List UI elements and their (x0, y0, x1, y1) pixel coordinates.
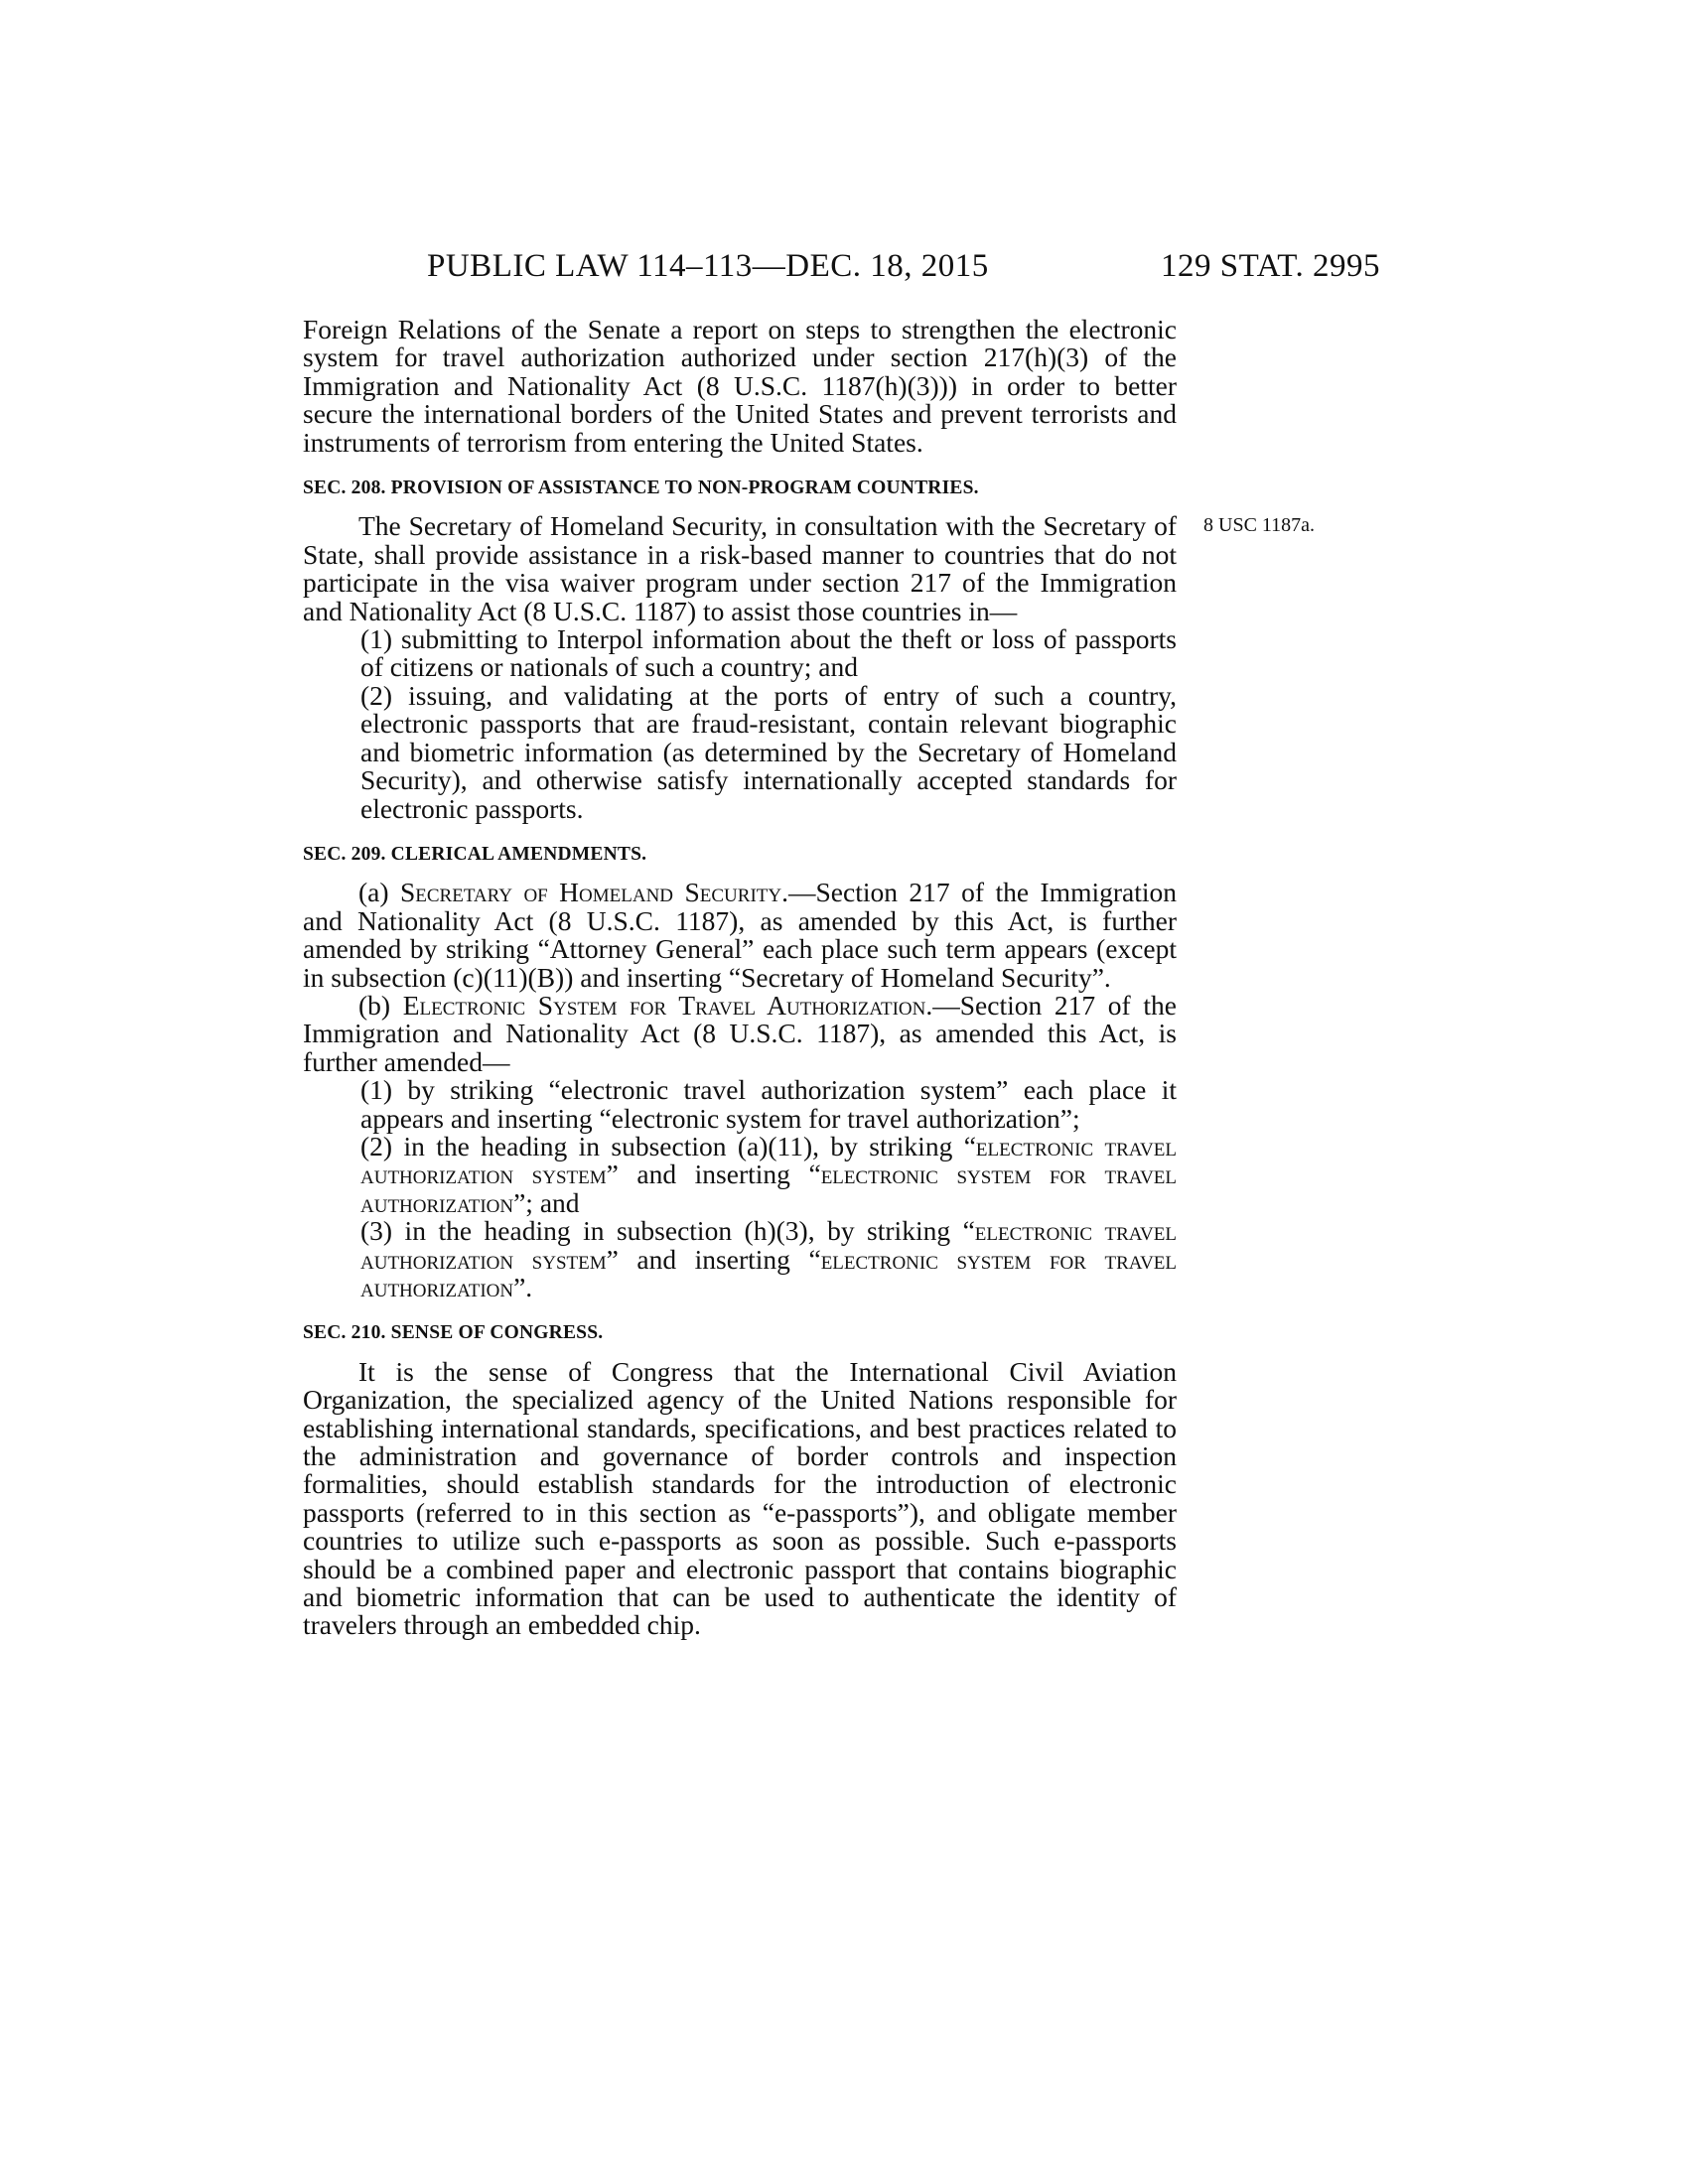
sec209-a-label: (a) (358, 877, 400, 908)
sec210-heading: SEC. 210. SENSE OF CONGRESS. (303, 1322, 604, 1344)
sec209-item-3 (303, 1217, 1177, 1301)
sec209-item-3-text-a: (3) in the heading in subsection (h)(3), by striking “ (360, 1215, 975, 1247)
sec209-item-2-text-e: ”; and (513, 1186, 580, 1218)
sec209-a-caption: Secretary of Homeland Security. (399, 877, 788, 908)
sec209-item-3-struck-heading: electronic travel authorization system (360, 1215, 1177, 1275)
sec209-item-1: (1) by striking “electronic travel authorization system” each place it appears and inserting “electronic system for travel authorization”; (360, 1074, 1177, 1134)
public-law-citation: PUBLIC LAW 114–113—DEC. 18, 2015 (427, 248, 989, 284)
sec209-item-3-inserted-heading: electronic system for travel authorization (360, 1243, 1177, 1302)
intro-paragraph: Foreign Relations of the Senate a report on steps to strengthen the electronic system for travel authorization authorized under section 217(h)(3) of the Immigration and Nationality Act (8 U.S.C. 1187(h)(3))) in order to better secure the international borders of the United States and prevent terrorists and instruments of terrorism from entering the United States. (303, 314, 1177, 458)
sec210-body: It is the sense of Congress that the International Civil Aviation Organization, the specialized agency of the United Nations responsible for establishing international standards, specifications, and best practices related to the administration and governance of border controls and inspection formalities, should establish standards for the introduction of electronic passports (referred to in this section as “e-passports”), and obligate member countries to utilize such e-passports as soon as possible. Such e-passports should be a combined paper and electronic passport that contains biographic and biometric information that can be used to authenticate the identity of travelers through an embedded chip. (303, 1355, 1177, 1641)
sec209-item-2-text-a: (2) in the heading in subsection (a)(11), by striking “ (360, 1130, 976, 1161)
sec208-heading: SEC. 208. PROVISION OF ASSISTANCE TO NON-PROGRAM COUNTRIES. (303, 478, 979, 499)
sec209-a-body: —Section 217 of the Immigration and Nationality Act (8 U.S.C. 1187), as amended by this Act, is further amended by striking “Attorney General” each place such term appears (except in subsection (c)(11)(B)) and inserting “Secretary of Homeland Security”. (303, 877, 1178, 993)
statute-page-number: 129 STAT. 2995 (1160, 248, 1380, 284)
sec209-b-caption: Electronic System for Travel Authorization. (402, 989, 933, 1021)
sec208-item-2: (2) issuing, and validating at the ports of entry of such a country, electronic passports that are fraud-resistant, contain relevant biographic and biometric information (as determined by the Secretary of Homeland Security), and otherwise satisfy internationally accepted standards for electronic passports. (360, 679, 1177, 824)
sec209-item-2-inserted-heading: electronic system for travel authorization (360, 1159, 1177, 1218)
sec209-item-3-text-c: ” and inserting “ (606, 1243, 821, 1275)
sec208-item-1: (1) submitting to Interpol information about the theft or loss of passports of citizens or nationals of such a country; and (360, 623, 1177, 683)
sec209-heading: SEC. 209. CLERICAL AMENDMENTS. (303, 843, 647, 865)
sec209-item-2-struck-heading: electronic travel authorization system (360, 1130, 1177, 1190)
sec209-item-2-text-c: ” and inserting “ (606, 1159, 821, 1190)
margin-note-sec208: 8 USC 1187a. (1203, 514, 1316, 536)
sec209-item-2 (303, 1130, 1177, 1218)
sec209-subsection-a (303, 879, 1177, 992)
sec208-body: The Secretary of Homeland Security, in consultation with the Secretary of State, shall provide assistance in a risk-based manner to countries that do not participate in the visa waiver program under section 217 of the Immigration and Nationality Act (8 U.S.C. 1187) to assist those countries in— (303, 510, 1177, 626)
sec209-subsection-b (303, 989, 1177, 1077)
sec209-item-3-text-e: ”. (513, 1272, 533, 1302)
sec209-b-label: (b) (358, 989, 403, 1021)
document-body (303, 316, 1177, 1640)
sec209-b-body: —Section 217 of the Immigration and Nationality Act (8 U.S.C. 1187), as amended this Act, is further amended— (303, 989, 1177, 1077)
page-header (298, 248, 1380, 288)
